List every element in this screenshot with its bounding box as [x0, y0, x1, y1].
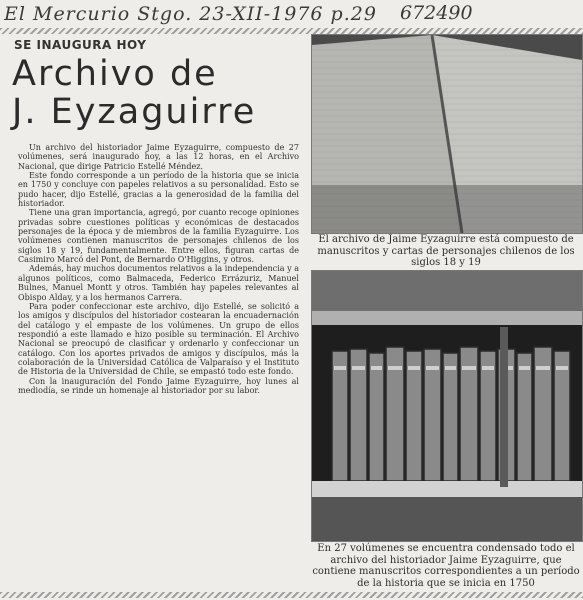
archive-number: 672490 [400, 2, 473, 24]
paragraph: Para poder confeccionar este archivo, dijo Estellé, se solicitó a los amigos y discípulos del historiador costearan la encuadernación del catálogo y el empaste de los volúmenes. Un grupo de ellos respondió a este llamado e hizo posible su terminación. El Archivo Nacional se preocupó de clasificar y ordenarlo y confeccionar un catálogo. Con los aportes privados de amigos y discípulos, más la colaboración de la Universidad Católica de Valparaíso y el Instituto de Historia de la Universidad de Chile, se empastó todo este fondo. [18, 301, 299, 377]
paragraph: Además, hay muchos documentos relativos a la independencia y a algunos políticos, como Balmaceda, Federico Errázuriz, Manuel Bulnes, Manuel Montt y otros. También hay papeles relevantes al Obispo Alday, y a los hermanos Carrera. [18, 264, 299, 302]
handwritten-note: El Mercurio Stgo. 23-XII-1976 p.29 [4, 3, 377, 25]
headline-line-1: Archivo de [12, 54, 218, 94]
paragraph: Tiene una gran importancia, agregó, por cuanto recoge opiniones privadas sobre cuestiones políticas y económicas de destacados personajes de la época y de miembros de la familia Eyzaguirre. Los volúmenes contienen manuscritos de personajes chilenos de los siglos 18 y 19, fundamentalmente. Entre ellos, figuran cartas de Casimiro Marcó del Pont, de Bernardo O'Higgins, y otros. [18, 208, 299, 265]
bottom-border [0, 592, 583, 598]
article-headline [12, 55, 302, 131]
photo-open-manuscript [311, 34, 583, 234]
photo-caption-2: En 27 volúmenes se encuentra condensado todo el archivo del historiador Jaime Eyzaguirre, que contiene manuscritos correspondientes a un período de la historia que se inicia en 1750 [312, 543, 580, 589]
manuscript-photo-image [312, 35, 582, 233]
article-body [18, 143, 299, 435]
paragraph: Con la inauguración del Fondo Jaime Eyzaguirre, hoy lunes al mediodía, se rinde un homenaje al historiador por su labor. [18, 376, 299, 395]
paragraph: Este fondo corresponde a un período de la historia que se inicia en 1750 y concluye con papeles relativos a su personalidad. Esto se pudo hacer, dijo Estellé, gracias a la generosidad de la familia del historiador. [18, 171, 299, 209]
photo-caption-1: El archivo de Jaime Eyzaguirre está compuesto de manuscritos y cartas de personajes chilenos de los siglos 18 y 19 [317, 234, 575, 268]
bookshelf-photo-image [312, 271, 582, 541]
headline-line-2: J. Eyzaguirre [12, 92, 257, 132]
paragraph: Un archivo del historiador Jaime Eyzaguirre, compuesto de 27 volúmenes, será inaugurado hoy, a las 12 horas, en el Archivo Nacional, que dirige Patricio Estellé Méndez. [18, 143, 299, 171]
photo-bookshelf [311, 270, 583, 542]
article-kicker: SE INAUGURA HOY [14, 38, 147, 52]
